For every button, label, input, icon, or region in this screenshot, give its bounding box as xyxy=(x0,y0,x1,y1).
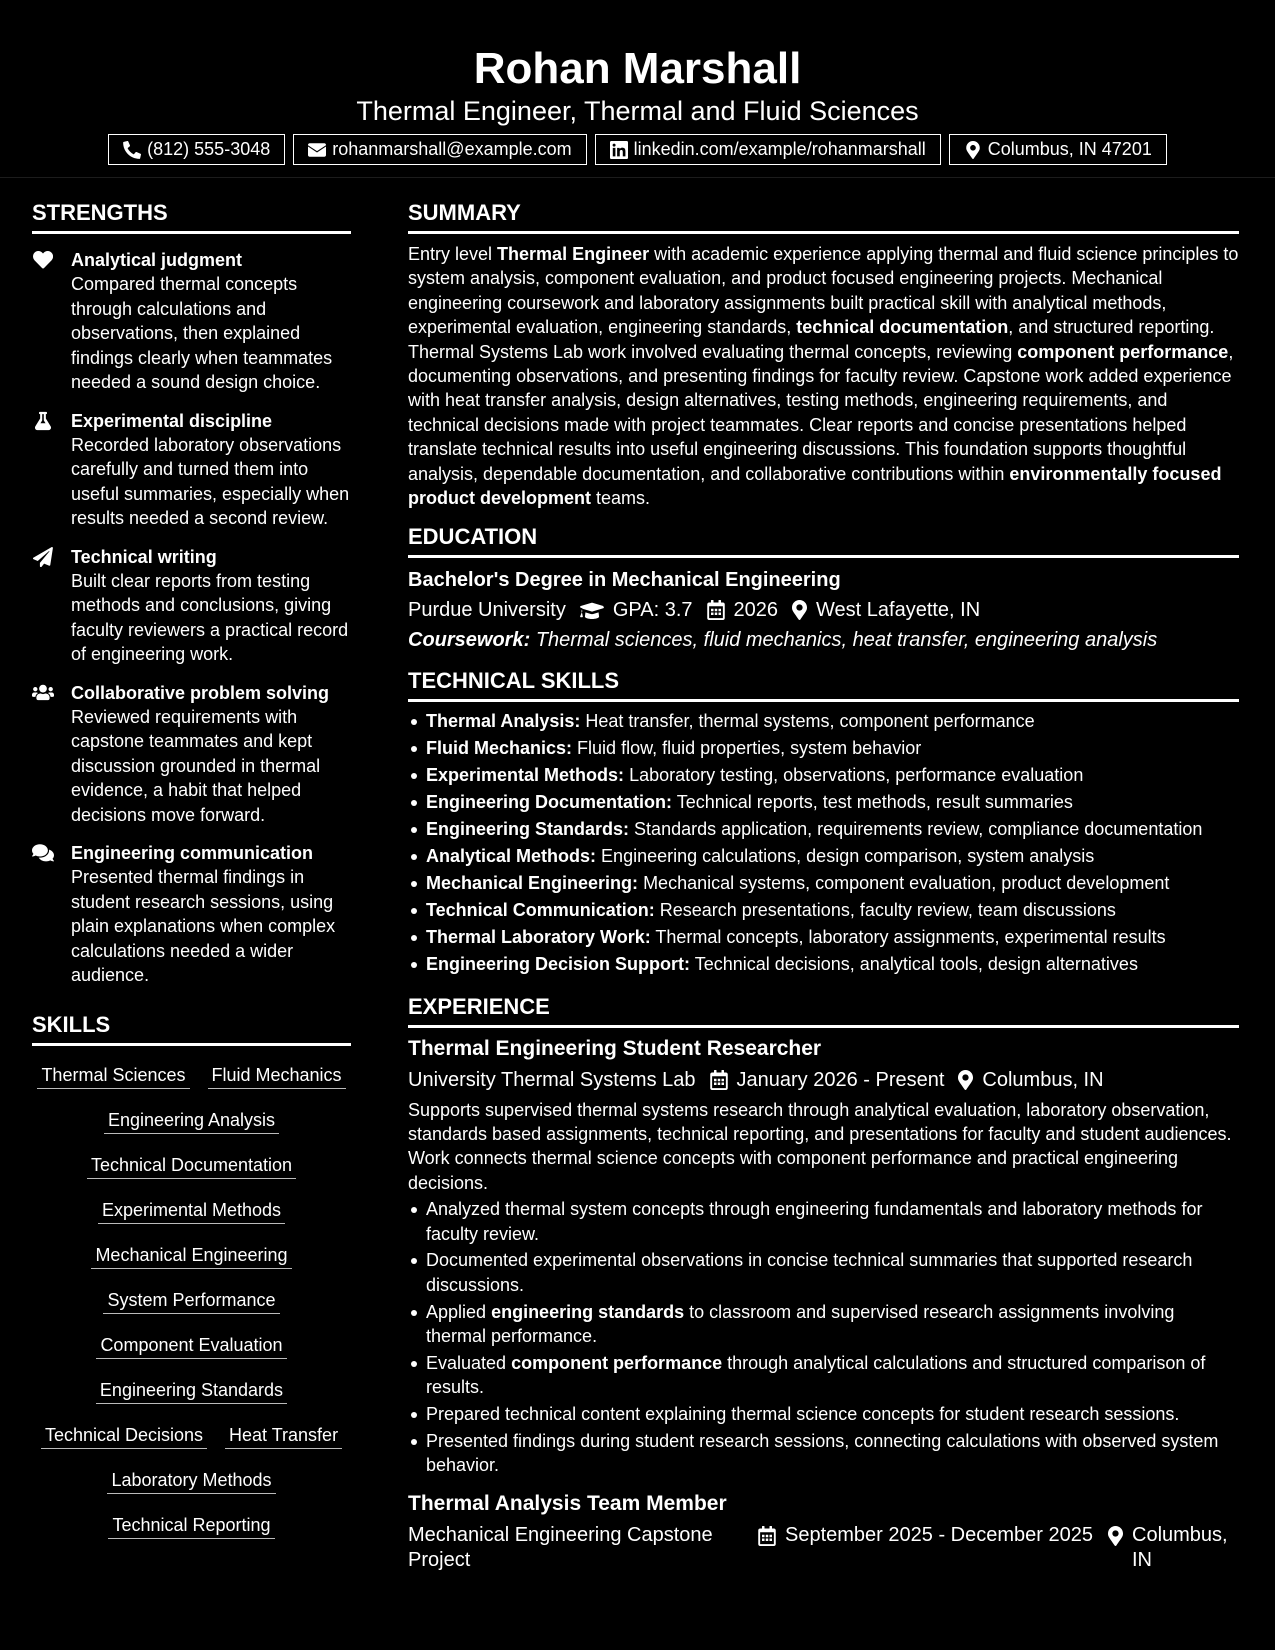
coursework-label: Coursework: xyxy=(408,629,531,652)
list-item xyxy=(408,870,1239,897)
envelope-icon xyxy=(308,141,326,159)
job-title: Thermal Engineering Student Researcher xyxy=(408,1036,822,1060)
skill-tag: Laboratory Methods xyxy=(107,1468,275,1494)
strength-item xyxy=(32,681,351,828)
bullet-text: through analytical calculations and structured comparison of results. xyxy=(426,1352,1206,1398)
tech-skill-label: Engineering Documentation: xyxy=(426,792,673,813)
strength-desc: Reviewed requirements with capstone teammates and kept discussion grounded in thermal evidence, a habit that helped decisions move forward. xyxy=(71,706,321,825)
map-pin-icon xyxy=(792,600,807,620)
strength-title: Technical writing xyxy=(71,546,217,567)
summary-highlight: technical documentation xyxy=(796,317,1009,338)
candidate-name: Rohan Marshall xyxy=(473,44,802,93)
strength-item xyxy=(32,248,351,395)
job-dates xyxy=(710,1066,945,1094)
strength-item xyxy=(32,841,351,988)
degree-title: Bachelor's Degree in Mechanical Engineering xyxy=(408,569,841,592)
list-item xyxy=(408,789,1239,816)
map-pin-icon xyxy=(964,141,982,159)
email-text: rohanmarshall@example.com xyxy=(332,139,572,159)
skill-tag: Engineering Analysis xyxy=(104,1108,279,1134)
school-text: Purdue University xyxy=(408,599,566,622)
bullet-text: Analyzed thermal system concepts through engineering fundamentals and laboratory methods for faculty review. xyxy=(426,1199,1203,1244)
technical-skills-list xyxy=(408,708,1239,977)
list-item xyxy=(408,1429,1239,1478)
map-pin-icon xyxy=(958,1070,973,1090)
map-pin-icon xyxy=(1108,1526,1123,1546)
phone-icon xyxy=(123,141,141,159)
dates-text: September 2025 - December 2025 xyxy=(785,1523,1093,1546)
paper-plane-icon xyxy=(32,547,54,567)
list-item xyxy=(408,1402,1239,1426)
tech-skill-value: Technical decisions, analytical tools, design alternatives xyxy=(694,953,1138,974)
job-bullets xyxy=(408,1197,1239,1477)
skill-tag: Experimental Methods xyxy=(98,1198,285,1224)
job-title: Thermal Analysis Team Member xyxy=(408,1491,727,1515)
contact-linkedin[interactable] xyxy=(595,134,941,165)
linkedin-icon xyxy=(610,141,628,159)
job-org: Mechanical Engineering Capstone Project xyxy=(408,1523,713,1571)
contact-phone[interactable] xyxy=(108,134,285,165)
strength-title: Analytical judgment xyxy=(71,250,243,270)
summary-segment: , and structured reporting. Thermal Systems Lab work involved evaluating thermal concepts, reviewing xyxy=(408,317,1215,362)
tech-skill-value: Technical reports, test methods, result summaries xyxy=(676,792,1073,813)
left-column xyxy=(32,198,351,1539)
strength-title: Engineering communication xyxy=(71,843,314,863)
skill-tags xyxy=(32,1063,351,1539)
strength-desc: Presented thermal findings in student research sessions, using plain explanations when complex calculations needed a wider audience. xyxy=(71,867,336,985)
bullet-text: Prepared technical content explaining thermal science concepts for student research sessions. xyxy=(426,1403,1180,1424)
bullet-text: Presented findings during student research sessions, connecting calculations with observed system behavior. xyxy=(426,1430,1219,1476)
org-text: University Thermal Systems Lab xyxy=(408,1068,696,1091)
education-heading: EDUCATION xyxy=(408,522,1239,558)
skill-tag: System Performance xyxy=(103,1288,279,1314)
skill-tag: Engineering Standards xyxy=(96,1378,287,1404)
comments-icon xyxy=(32,843,54,863)
tech-skill-value: Fluid flow, fluid properties, system behavior xyxy=(577,738,922,759)
contact-location[interactable] xyxy=(949,134,1167,165)
list-item xyxy=(408,951,1239,978)
job-meta xyxy=(408,1066,1239,1094)
school-name xyxy=(408,596,566,624)
resume-header xyxy=(0,0,1275,178)
bullet-text: Applied xyxy=(426,1301,492,1322)
year-text: 2026 xyxy=(733,599,779,622)
graduation-year xyxy=(707,596,779,624)
skill-tag: Heat Transfer xyxy=(225,1423,342,1449)
job-location xyxy=(1108,1523,1239,1573)
tech-skill-label: Engineering Decision Support: xyxy=(426,953,691,974)
job-location-text: Columbus, IN xyxy=(1132,1523,1228,1571)
right-column xyxy=(408,198,1239,1573)
phone-text: (812) 555-3048 xyxy=(147,139,271,159)
summary-highlight: component performance xyxy=(1017,341,1229,362)
strength-desc: Recorded laboratory observations carefully and turned them into useful summaries, especially when results needed a second review. xyxy=(71,434,350,528)
flask-icon xyxy=(32,411,54,431)
tech-skill-label: Analytical Methods: xyxy=(426,846,597,866)
list-item xyxy=(408,843,1239,870)
strength-desc: Compared thermal concepts through calculations and observations, then explained findings clearly when teammates needed a sound design choice. xyxy=(71,274,333,392)
job-org xyxy=(408,1066,696,1094)
list-item xyxy=(408,1300,1239,1349)
tech-skill-value: Research presentations, faculty review, team discussions xyxy=(659,899,1116,920)
list-item xyxy=(408,708,1239,735)
bullet-text: to classroom and supervised research assignments involving thermal performance. xyxy=(426,1301,1175,1346)
tech-skill-label: Experimental Methods: xyxy=(426,765,625,786)
calendar-icon xyxy=(758,1526,776,1546)
skill-tag: Fluid Mechanics xyxy=(208,1063,346,1089)
contact-bar xyxy=(0,134,1275,165)
strength-desc: Built clear reports from testing methods and conclusions, giving faculty reviewers a practical record of engineering work. xyxy=(71,570,349,664)
summary-highlight: Thermal Engineer xyxy=(497,244,650,264)
list-item xyxy=(408,735,1239,762)
summary-text xyxy=(408,242,1239,510)
skills-heading: SKILLS xyxy=(32,1010,351,1046)
users-icon xyxy=(32,683,54,703)
skill-tag: Mechanical Engineering xyxy=(91,1243,291,1269)
tech-skill-value: Laboratory testing, observations, performance evaluation xyxy=(629,765,1084,786)
gpa xyxy=(580,596,693,624)
tech-skill-value: Thermal concepts, laboratory assignments, experimental results xyxy=(655,926,1166,947)
bullet-text: Evaluated xyxy=(426,1352,512,1373)
skill-tag: Technical Documentation xyxy=(87,1153,296,1179)
list-item xyxy=(408,1351,1239,1400)
skill-tag: Component Evaluation xyxy=(96,1333,286,1359)
heart-icon xyxy=(32,250,54,270)
bullet-text: Documented experimental observations in concise technical summaries that supported research discussions. xyxy=(426,1250,1193,1295)
education-meta xyxy=(408,596,1239,624)
tech-skill-label: Engineering Standards: xyxy=(426,819,630,840)
summary-highlight: environmentally focused product development xyxy=(408,463,1222,509)
tech-skill-value: Mechanical systems, component evaluation, product development xyxy=(643,872,1170,893)
tech-skill-label: Fluid Mechanics: xyxy=(426,738,573,759)
summary-segment: teams. xyxy=(591,488,651,509)
list-item xyxy=(408,1197,1239,1246)
job-location-text: Columbus, IN xyxy=(982,1068,1104,1091)
linkedin-text: linkedin.com/example/rohanmarshall xyxy=(633,139,926,159)
experience-heading: EXPERIENCE xyxy=(408,992,1239,1028)
graduation-cap-icon xyxy=(580,601,604,620)
list-item xyxy=(408,816,1239,843)
gpa-text: GPA: 3.7 xyxy=(612,599,693,622)
coursework-text: Thermal sciences, fluid mechanics, heat transfer, engineering analysis xyxy=(535,629,1158,652)
candidate-title: Thermal Engineer, Thermal and Fluid Sciences xyxy=(356,96,919,126)
summary-segment: Entry level xyxy=(408,244,498,264)
job-description: Supports supervised thermal systems research through analytical evaluation, laboratory observation, standards based assignments, technical reporting, and presentations for faculty and student audiences. Work connects thermal science concepts with component performance and practical engineering decisions. xyxy=(408,1099,1232,1193)
strength-title: Experimental discipline xyxy=(71,410,273,431)
dates-text: January 2026 - Present xyxy=(736,1068,945,1091)
skill-tag: Technical Decisions xyxy=(41,1423,207,1449)
calendar-icon xyxy=(710,1070,728,1090)
strength-item xyxy=(32,545,351,667)
calendar-icon xyxy=(707,600,725,620)
list-item xyxy=(408,924,1239,951)
education-location xyxy=(792,596,980,624)
skill-tag: Technical Reporting xyxy=(108,1513,274,1539)
tech-skill-label: Mechanical Engineering: xyxy=(426,872,639,893)
skill-tag: Thermal Sciences xyxy=(37,1063,189,1089)
tech-skill-label: Thermal Laboratory Work: xyxy=(426,926,651,947)
strength-item xyxy=(32,409,351,531)
tech-skill-label: Technical Communication: xyxy=(426,899,655,920)
summary-heading: SUMMARY xyxy=(408,198,1239,234)
summary-segment: with academic experience applying thermal and fluid science principles to system analysis, component evaluation, and product focused engineering projects. Mechanical engineering coursework and laboratory assignments built practical skill with analytical methods, experimental evaluation, engineering standards, xyxy=(408,244,1239,338)
job-dates xyxy=(758,1523,1108,1573)
strengths-heading: STRENGTHS xyxy=(32,198,351,234)
job-meta xyxy=(408,1523,1239,1573)
technical-skills-heading: TECHNICAL SKILLS xyxy=(408,666,1239,702)
list-item xyxy=(408,762,1239,789)
list-item xyxy=(408,897,1239,924)
tech-skill-value: Standards application, requirements review, compliance documentation xyxy=(634,819,1203,840)
tech-skill-label: Thermal Analysis: xyxy=(426,711,581,732)
location-text: Columbus, IN 47201 xyxy=(987,139,1152,159)
list-item xyxy=(408,1248,1239,1297)
coursework xyxy=(408,626,1239,654)
bullet-highlight: component performance xyxy=(511,1352,723,1373)
bullet-highlight: engineering standards xyxy=(491,1301,685,1322)
tech-skill-value: Engineering calculations, design comparison, system analysis xyxy=(601,846,1095,866)
job-location xyxy=(958,1066,1103,1094)
summary-segment: , documenting observations, and presenting findings for faculty review. Capstone work added experience with heat transfer analysis, design alternatives, testing methods, engineering requirements, and technical decisions made with project teammates. Clear reports and concise presentations helped translate technical results into useful engineering discussions. This foundation supports thoughtful analysis, dependable documentation, and collaborative contributions within xyxy=(408,341,1234,484)
edu-location-text: West Lafayette, IN xyxy=(816,599,981,622)
strength-title: Collaborative problem solving xyxy=(71,682,330,703)
contact-email[interactable] xyxy=(293,134,586,165)
tech-skill-value: Heat transfer, thermal systems, component performance xyxy=(585,711,1035,732)
